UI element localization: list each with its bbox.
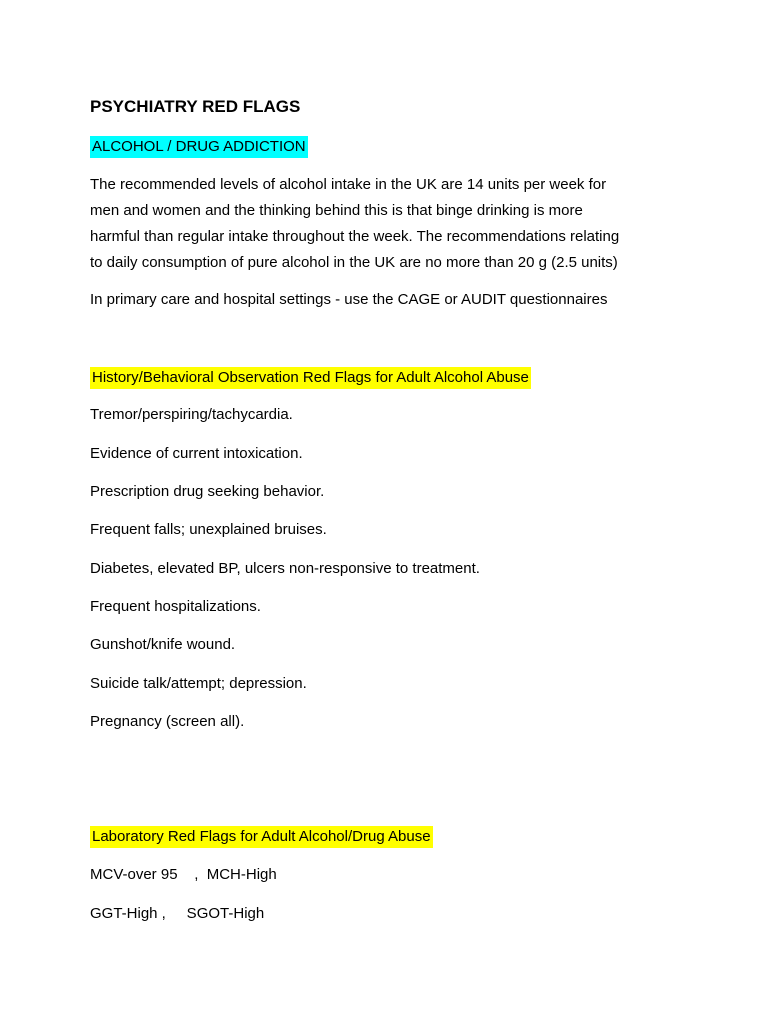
history-item: Gunshot/knife wound. <box>90 636 236 653</box>
intro-paragraph <box>90 172 690 276</box>
primary-care-line: In primary care and hospital settings - use the CAGE or AUDIT questionnaires <box>90 291 608 308</box>
page-title: PSYCHIATRY RED FLAGS <box>90 97 301 116</box>
history-item: Diabetes, elevated BP, ulcers non-responsive to treatment. <box>90 560 480 577</box>
history-item: Evidence of current intoxication. <box>90 445 303 462</box>
lab-heading-wrapper <box>90 824 690 850</box>
section-heading-wrapper <box>90 134 690 160</box>
history-item: Suicide talk/attempt; depression. <box>90 675 307 692</box>
lab-line-1: MCV-over 95 , MCH-High <box>90 866 277 883</box>
history-item: Tremor/perspiring/tachycardia. <box>90 406 293 423</box>
paragraph-line-4: to daily consumption of pure alcohol in the UK are no more than 20 g (2.5 units) <box>90 254 618 271</box>
history-heading: History/Behavioral Observation Red Flags for Adult Alcohol Abuse <box>90 367 531 389</box>
history-heading-wrapper <box>90 365 690 391</box>
paragraph-line-2: men and women and the thinking behind this is that binge drinking is more <box>90 202 583 219</box>
paragraph-line-3: harmful than regular intake throughout the week. The recommendations relating <box>90 228 620 245</box>
paragraph-line-1: The recommended levels of alcohol intake in the UK are 14 units per week for <box>90 176 607 193</box>
lab-line-2: GGT-High , SGOT-High <box>90 905 265 922</box>
lab-heading: Laboratory Red Flags for Adult Alcohol/Drug Abuse <box>90 826 433 848</box>
history-item: Prescription drug seeking behavior. <box>90 483 325 500</box>
section-heading: ALCOHOL / DRUG ADDICTION <box>90 136 308 158</box>
history-item: Pregnancy (screen all). <box>90 713 245 730</box>
history-item: Frequent falls; unexplained bruises. <box>90 521 327 538</box>
history-item: Frequent hospitalizations. <box>90 598 261 615</box>
